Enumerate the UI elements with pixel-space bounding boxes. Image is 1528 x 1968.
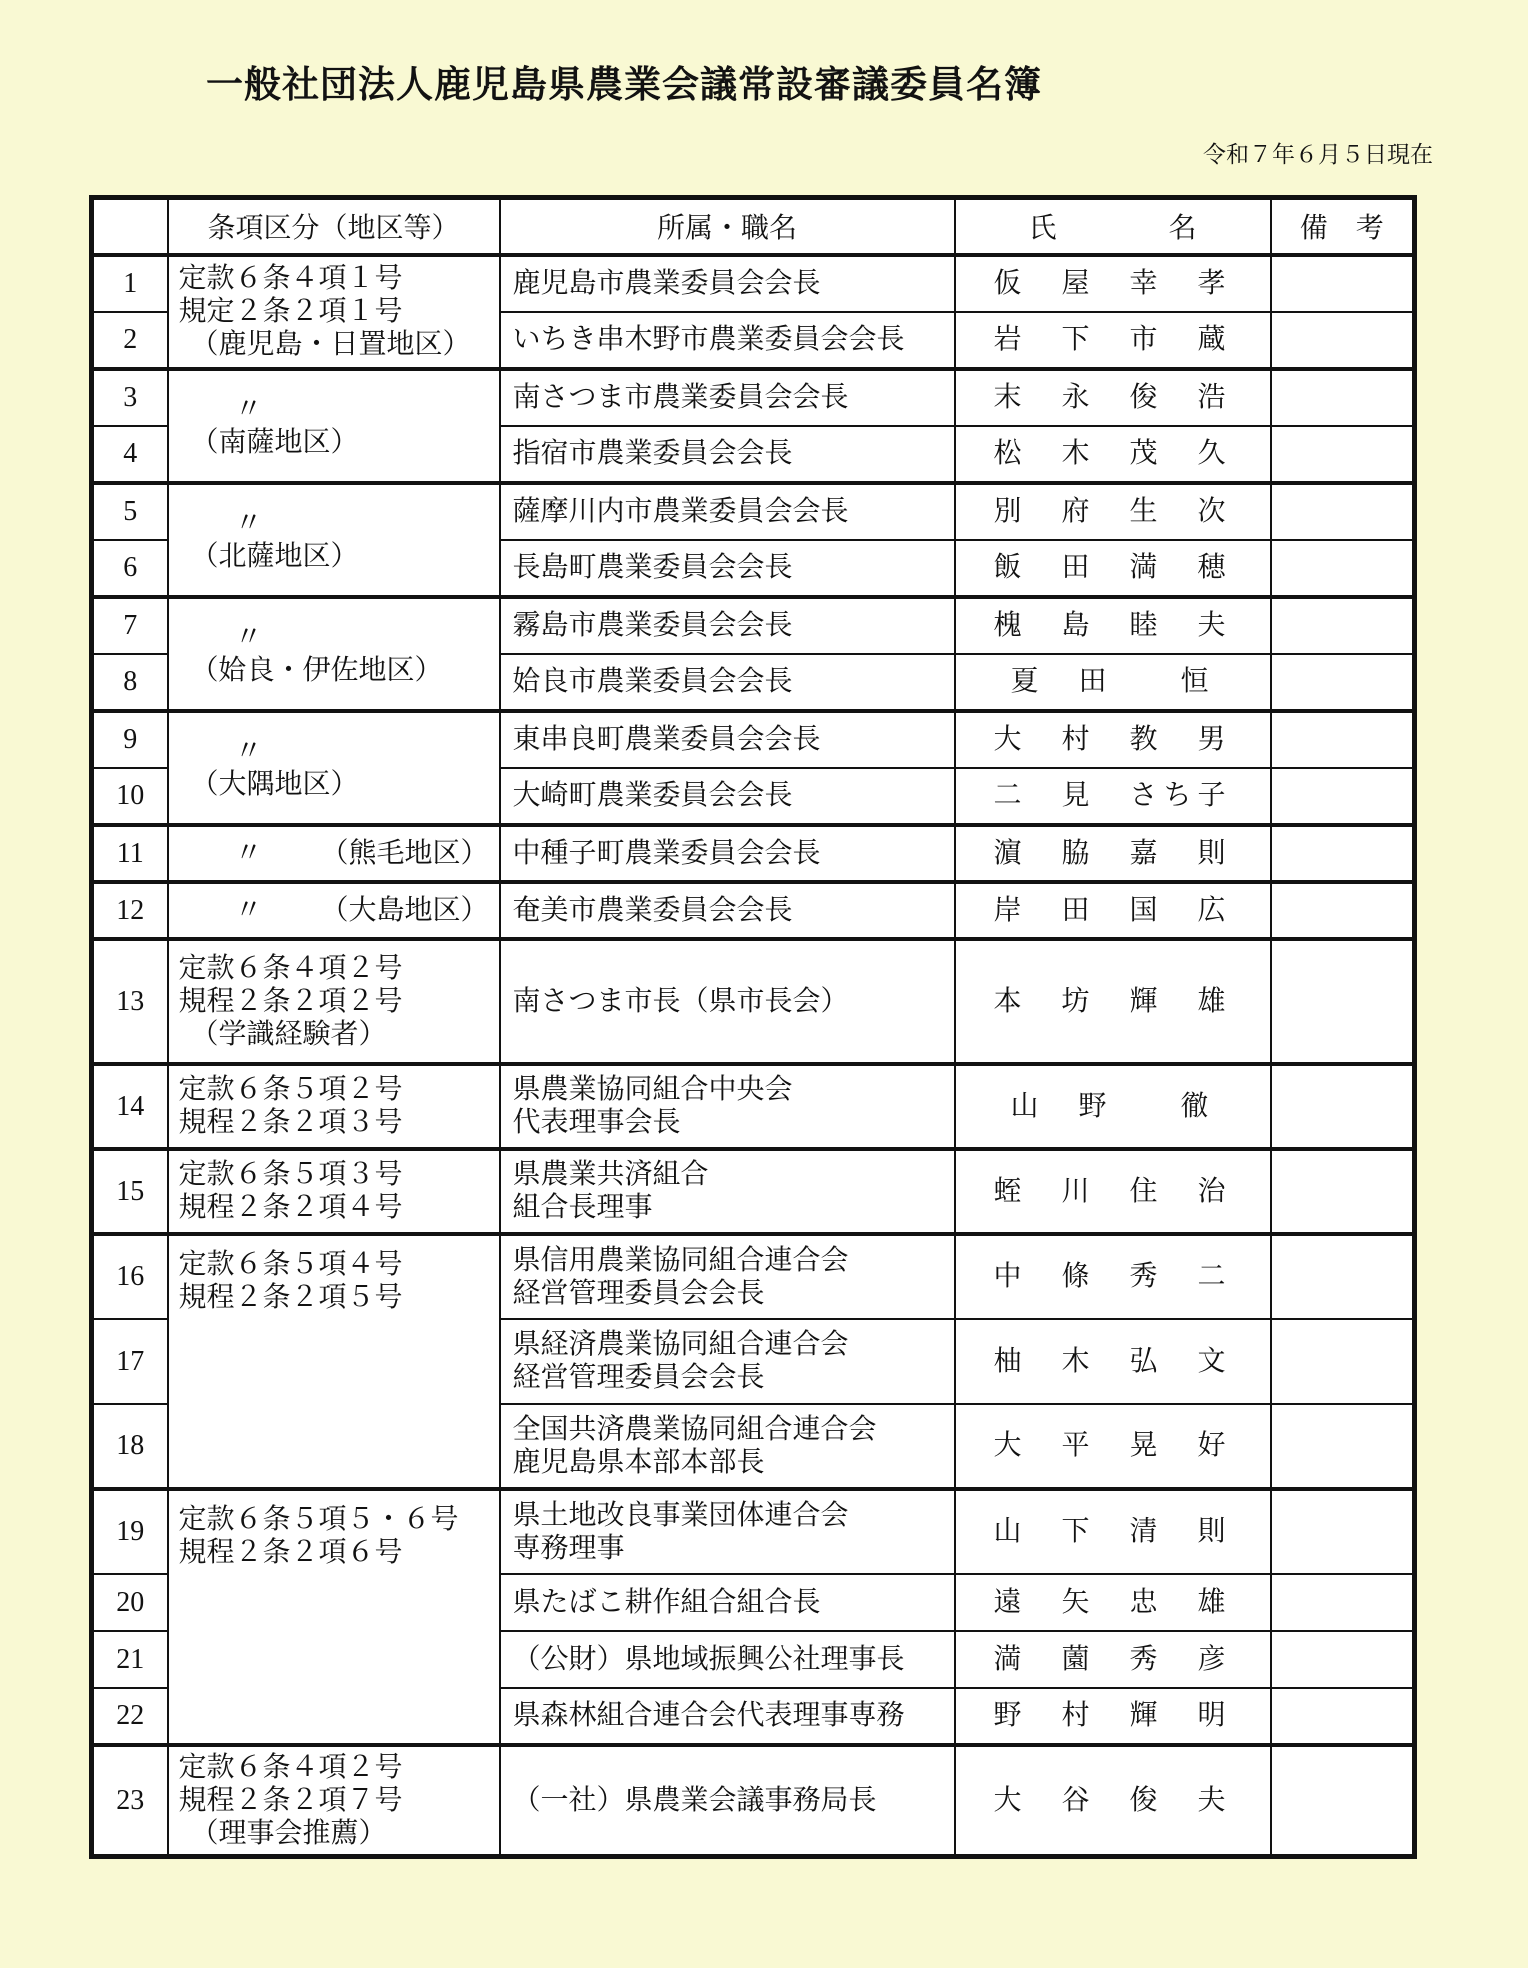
- remarks-cell: [1271, 825, 1415, 882]
- remarks-cell: [1271, 768, 1415, 825]
- ditto-mark: 〃: [234, 507, 263, 539]
- remarks-cell: [1271, 939, 1415, 1064]
- table-row: [92, 1489, 1415, 1574]
- name-cell: 槐 島 睦 夫: [955, 597, 1271, 654]
- remarks-cell: [1271, 255, 1415, 312]
- affiliation-cell: 南さつま市農業委員会会長: [500, 369, 955, 426]
- table-row: [92, 597, 1415, 654]
- affiliation-cell: いちき串木野市農業委員会会長: [500, 312, 955, 369]
- row-number: 15: [92, 1149, 168, 1234]
- row-number: 8: [92, 654, 168, 711]
- name-cell: 二 見 さち子: [955, 768, 1271, 825]
- table-row: [92, 1234, 1415, 1319]
- category-cell: 定款６条４項１号 規定２条２項１号 （鹿児島・日置地区）: [168, 255, 500, 369]
- column-header-name: 氏 名: [955, 198, 1271, 255]
- category-cell: 定款６条４項２号 規程２条２項２号 （学識経験者）: [168, 939, 500, 1064]
- table-row: [92, 1745, 1415, 1857]
- row-number: 22: [92, 1688, 168, 1745]
- category-cell: 〃 （大島地区）: [168, 882, 500, 939]
- affiliation-cell: 県たばこ耕作組合組合長: [500, 1574, 955, 1631]
- ditto-mark: 〃: [234, 621, 263, 653]
- row-number: 21: [92, 1631, 168, 1688]
- remarks-cell: [1271, 540, 1415, 597]
- row-number: 9: [92, 711, 168, 768]
- affiliation-cell: 県経済農業協同組合連合会 経営管理委員会会長: [500, 1319, 955, 1404]
- table-row: [92, 882, 1415, 939]
- row-number: 4: [92, 426, 168, 483]
- row-number: 11: [92, 825, 168, 882]
- affiliation-cell: 指宿市農業委員会会長: [500, 426, 955, 483]
- name-cell: 本 坊 輝 雄: [955, 939, 1271, 1064]
- affiliation-cell: 霧島市農業委員会会長: [500, 597, 955, 654]
- affiliation-cell: 姶良市農業委員会会長: [500, 654, 955, 711]
- affiliation-cell: 県農業共済組合 組合長理事: [500, 1149, 955, 1234]
- remarks-cell: [1271, 1404, 1415, 1489]
- row-number: 12: [92, 882, 168, 939]
- remarks-cell: [1271, 1745, 1415, 1857]
- row-number: 13: [92, 939, 168, 1064]
- ditto-mark: 〃: [234, 894, 263, 926]
- remarks-cell: [1271, 1149, 1415, 1234]
- header-row: [92, 198, 1415, 255]
- page-title: 一般社団法人鹿児島県農業会議常設審議委員名簿: [206, 64, 1042, 105]
- column-header-affiliation: 所属・職名: [500, 198, 955, 255]
- name-cell: 山 下 清 則: [955, 1489, 1271, 1574]
- row-number: 3: [92, 369, 168, 426]
- name-cell: 別 府 生 次: [955, 483, 1271, 540]
- affiliation-cell: （公財）県地域振興公社理事長: [500, 1631, 955, 1688]
- ditto-mark: 〃: [234, 735, 263, 767]
- name-cell: 岸 田 国 広: [955, 882, 1271, 939]
- row-number: 2: [92, 312, 168, 369]
- row-number: 5: [92, 483, 168, 540]
- row-number: 17: [92, 1319, 168, 1404]
- name-cell: 岩 下 市 蔵: [955, 312, 1271, 369]
- name-cell: 満 薗 秀 彦: [955, 1631, 1271, 1688]
- table-row: [92, 1064, 1415, 1149]
- category-cell: 〃 （北薩地区）: [168, 483, 500, 597]
- row-number: 1: [92, 255, 168, 312]
- table-row: [92, 483, 1415, 540]
- affiliation-cell: 大崎町農業委員会会長: [500, 768, 955, 825]
- members-table: [89, 195, 1417, 1859]
- affiliation-cell: 県信用農業協同組合連合会 経営管理委員会会長: [500, 1234, 955, 1319]
- affiliation-cell: 県土地改良事業団体連合会 専務理事: [500, 1489, 955, 1574]
- category-cell: 〃 （姶良・伊佐地区）: [168, 597, 500, 711]
- category-cell: 定款６条５項５・６号 規程２条２項６号: [168, 1489, 500, 1745]
- ditto-mark: 〃: [234, 837, 263, 869]
- row-number: 23: [92, 1745, 168, 1857]
- category-cell: 〃 （大隅地区）: [168, 711, 500, 825]
- affiliation-cell: 奄美市農業委員会会長: [500, 882, 955, 939]
- column-header-no: [92, 198, 168, 255]
- name-cell: 蛭 川 住 治: [955, 1149, 1271, 1234]
- as-of-date: 令和７年６月５日現在: [1203, 142, 1433, 167]
- name-cell: 松 木 茂 久: [955, 426, 1271, 483]
- row-number: 19: [92, 1489, 168, 1574]
- table-row: [92, 939, 1415, 1064]
- remarks-cell: [1271, 1489, 1415, 1574]
- table-row: [92, 1149, 1415, 1234]
- name-cell: 末 永 俊 浩: [955, 369, 1271, 426]
- remarks-cell: [1271, 1319, 1415, 1404]
- remarks-cell: [1271, 426, 1415, 483]
- name-cell: 野 村 輝 明: [955, 1688, 1271, 1745]
- affiliation-cell: 東串良町農業委員会会長: [500, 711, 955, 768]
- table-row: [92, 825, 1415, 882]
- remarks-cell: [1271, 483, 1415, 540]
- remarks-cell: [1271, 1574, 1415, 1631]
- remarks-cell: [1271, 1631, 1415, 1688]
- remarks-cell: [1271, 1688, 1415, 1745]
- remarks-cell: [1271, 711, 1415, 768]
- remarks-cell: [1271, 312, 1415, 369]
- row-number: 18: [92, 1404, 168, 1489]
- remarks-cell: [1271, 1064, 1415, 1149]
- row-number: 10: [92, 768, 168, 825]
- column-header-category: 条項区分（地区等）: [168, 198, 500, 255]
- remarks-cell: [1271, 882, 1415, 939]
- affiliation-cell: 県農業協同組合中央会 代表理事会長: [500, 1064, 955, 1149]
- affiliation-cell: 中種子町農業委員会会長: [500, 825, 955, 882]
- table-row: [92, 255, 1415, 312]
- affiliation-cell: 長島町農業委員会会長: [500, 540, 955, 597]
- affiliation-cell: 南さつま市長（県市長会）: [500, 939, 955, 1064]
- name-cell: 中 條 秀 二: [955, 1234, 1271, 1319]
- name-cell: 山 野 徹: [955, 1064, 1271, 1149]
- affiliation-cell: 薩摩川内市農業委員会会長: [500, 483, 955, 540]
- category-cell: 定款６条５項３号 規程２条２項４号: [168, 1149, 500, 1234]
- row-number: 20: [92, 1574, 168, 1631]
- affiliation-cell: 全国共済農業協同組合連合会 鹿児島県本部本部長: [500, 1404, 955, 1489]
- row-number: 6: [92, 540, 168, 597]
- row-number: 14: [92, 1064, 168, 1149]
- name-cell: 大 谷 俊 夫: [955, 1745, 1271, 1857]
- category-cell: 定款６条５項２号 規程２条２項３号: [168, 1064, 500, 1149]
- affiliation-cell: （一社）県農業会議事務局長: [500, 1745, 955, 1857]
- name-cell: 飯 田 満 穂: [955, 540, 1271, 597]
- row-number: 7: [92, 597, 168, 654]
- name-cell: 柚 木 弘 文: [955, 1319, 1271, 1404]
- remarks-cell: [1271, 1234, 1415, 1319]
- affiliation-cell: 鹿児島市農業委員会会長: [500, 255, 955, 312]
- name-cell: 仮 屋 幸 孝: [955, 255, 1271, 312]
- row-number: 16: [92, 1234, 168, 1319]
- affiliation-cell: 県森林組合連合会代表理事専務: [500, 1688, 955, 1745]
- name-cell: 夏 田 恒: [955, 654, 1271, 711]
- name-cell: 大 平 晃 好: [955, 1404, 1271, 1489]
- table-row: [92, 369, 1415, 426]
- remarks-cell: [1271, 369, 1415, 426]
- table-row: [92, 711, 1415, 768]
- name-cell: 濵 脇 嘉 則: [955, 825, 1271, 882]
- category-cell: 〃 （熊毛地区）: [168, 825, 500, 882]
- remarks-cell: [1271, 654, 1415, 711]
- category-cell: 定款６条５項４号 規程２条２項５号: [168, 1234, 500, 1489]
- remarks-cell: [1271, 597, 1415, 654]
- name-cell: 大 村 教 男: [955, 711, 1271, 768]
- category-cell: 〃 （南薩地区）: [168, 369, 500, 483]
- category-cell: 定款６条４項２号 規程２条２項７号 （理事会推薦）: [168, 1745, 500, 1857]
- column-header-remarks: 備 考: [1271, 198, 1415, 255]
- ditto-mark: 〃: [234, 393, 263, 425]
- name-cell: 遠 矢 忠 雄: [955, 1574, 1271, 1631]
